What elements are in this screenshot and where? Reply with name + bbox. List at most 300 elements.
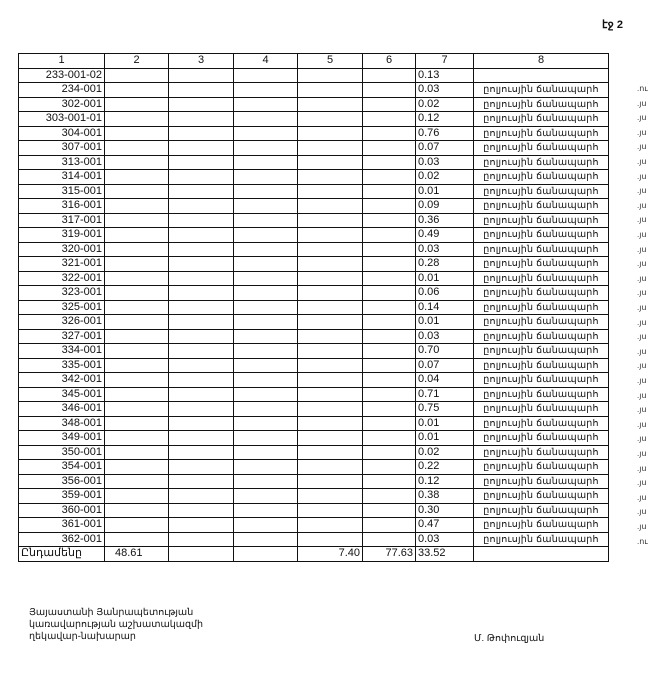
table-cell	[234, 141, 298, 156]
table-cell	[234, 257, 298, 272]
parcel-purpose: ըոլյուսյին ճանապարհ	[474, 373, 609, 388]
table-cell	[363, 445, 416, 460]
table-row	[19, 257, 609, 272]
table-cell	[169, 460, 234, 475]
table-cell	[105, 329, 169, 344]
table-cell	[169, 257, 234, 272]
parcel-area: 0.01	[416, 271, 474, 286]
table-cell	[169, 271, 234, 286]
table-cell	[169, 315, 234, 330]
parcel-purpose: ըոլյուսյին ճանապարհ	[474, 141, 609, 156]
parcel-purpose: ըոլյուսյին ճանապարհ	[474, 83, 609, 98]
parcel-code: 302-001	[19, 97, 105, 112]
table-cell	[363, 532, 416, 547]
parcel-purpose: ըոլյուսյին ճանապարհ	[474, 213, 609, 228]
table-cell	[363, 68, 416, 83]
table-row	[19, 489, 609, 504]
parcel-purpose: ըոլյուսյին ճանապարհ	[474, 402, 609, 417]
parcel-area: 0.01	[416, 315, 474, 330]
margin-mark: .յս	[637, 492, 647, 502]
org-line: ղեկավար-նախարար	[29, 631, 136, 642]
table-cell	[363, 402, 416, 417]
table-cell	[298, 518, 363, 533]
parcel-purpose: ըոլյուսյին ճանապարհ	[474, 242, 609, 257]
table-cell	[234, 402, 298, 417]
table-cell	[363, 141, 416, 156]
parcel-purpose: ըոլյուսյին ճանապարհ	[474, 184, 609, 199]
table-cell	[105, 431, 169, 446]
parcel-area: 0.01	[416, 416, 474, 431]
parcel-purpose: ըոլյուսյին ճանապարհ	[474, 474, 609, 489]
table-cell	[105, 242, 169, 257]
parcel-area: 0.28	[416, 257, 474, 272]
parcel-purpose: ըոլյուսյին ճանապարհ	[474, 315, 609, 330]
table-cell	[298, 83, 363, 98]
land-table	[18, 53, 609, 562]
signatory-name: Մ. Թոփուզյան	[474, 633, 545, 644]
table-cell	[363, 329, 416, 344]
table-cell	[105, 489, 169, 504]
parcel-area: 0.01	[416, 184, 474, 199]
col-header: 4	[234, 54, 298, 69]
table-cell	[363, 271, 416, 286]
margin-mark: .յս	[637, 376, 647, 385]
table-cell	[298, 315, 363, 330]
table-cell	[234, 445, 298, 460]
parcel-purpose: ըոլյուսյին ճանապարհ	[474, 170, 609, 185]
margin-mark: .յս	[637, 478, 647, 488]
margin-mark: .յս	[637, 507, 647, 517]
table-cell	[169, 532, 234, 547]
margin-mark: .յս	[637, 332, 647, 342]
table-row	[19, 460, 609, 475]
table-cell	[298, 184, 363, 199]
parcel-purpose: ըոլյուսյին ճանապարհ	[474, 271, 609, 286]
table-cell	[298, 460, 363, 475]
table-cell	[363, 126, 416, 141]
table-cell	[298, 68, 363, 83]
table-row	[19, 213, 609, 228]
margin-mark: .յս	[637, 434, 647, 444]
table-cell	[169, 474, 234, 489]
parcel-code: 325-001	[19, 300, 105, 315]
table-cell	[298, 213, 363, 228]
table-cell	[363, 155, 416, 170]
table-cell	[298, 445, 363, 460]
parcel-purpose: ըոլյուսյին ճանապարհ	[474, 431, 609, 446]
table-row	[19, 184, 609, 199]
totals-col2: 48.61	[105, 547, 169, 562]
col-header: 3	[169, 54, 234, 69]
parcel-area: 0.47	[416, 518, 474, 533]
table-cell	[234, 112, 298, 127]
margin-mark: .յս	[637, 522, 647, 531]
table-cell	[169, 431, 234, 446]
table-cell	[105, 155, 169, 170]
table-cell	[234, 126, 298, 141]
table-cell	[169, 300, 234, 315]
table-cell	[105, 387, 169, 402]
totals-col6: 77.63	[363, 547, 416, 562]
parcel-code: 354-001	[19, 460, 105, 475]
table-cell	[105, 315, 169, 330]
table-cell	[169, 155, 234, 170]
table-row	[19, 271, 609, 286]
table-cell	[363, 170, 416, 185]
parcel-purpose: ըոլյուսյին ճանապարհ	[474, 329, 609, 344]
org-line: կառավարության աշխատակազմի	[29, 619, 204, 630]
totals-col5: 7.40	[298, 547, 363, 562]
parcel-area: 0.49	[416, 228, 474, 243]
table-cell	[169, 344, 234, 359]
table-cell	[298, 170, 363, 185]
parcel-area: 0.22	[416, 460, 474, 475]
table-cell	[105, 228, 169, 243]
parcel-purpose: ըոլյուսյին ճանապարհ	[474, 126, 609, 141]
table-cell	[169, 387, 234, 402]
table-row	[19, 445, 609, 460]
table-cell	[169, 112, 234, 127]
table-cell	[234, 489, 298, 504]
table-cell	[363, 315, 416, 330]
table-cell	[105, 112, 169, 127]
table-cell	[298, 126, 363, 141]
page-number: էջ 2	[602, 19, 623, 31]
margin-mark: .յս	[637, 273, 647, 283]
parcel-purpose: ըոլյուսյին ճանապարհ	[474, 112, 609, 127]
table-cell	[298, 286, 363, 301]
table-cell	[363, 344, 416, 359]
table-row	[19, 344, 609, 359]
table-row	[19, 126, 609, 141]
parcel-purpose: ըոլյուսյին ճանապարհ	[474, 416, 609, 431]
margin-mark: .յս	[637, 303, 647, 312]
parcel-area: 0.03	[416, 242, 474, 257]
margin-mark: .յս	[637, 230, 647, 239]
table-cell	[105, 68, 169, 83]
table-cell	[169, 503, 234, 518]
table-cell	[298, 402, 363, 417]
parcel-code: 234-001	[19, 83, 105, 98]
parcel-area: 0.14	[416, 300, 474, 315]
table-row	[19, 300, 609, 315]
margin-mark: .յս	[637, 405, 647, 415]
table-cell	[474, 547, 609, 562]
table-row	[19, 315, 609, 330]
table-cell	[105, 126, 169, 141]
table-cell	[105, 518, 169, 533]
parcel-area: 0.01	[416, 431, 474, 446]
totals-label: Ընդամենը	[19, 547, 105, 562]
parcel-code: 327-001	[19, 329, 105, 344]
table-cell	[234, 199, 298, 214]
table-cell	[298, 358, 363, 373]
table-cell	[298, 257, 363, 272]
table-cell	[298, 112, 363, 127]
table-row	[19, 83, 609, 98]
table-cell	[234, 329, 298, 344]
table-cell	[169, 126, 234, 141]
parcel-area: 0.03	[416, 155, 474, 170]
table-row	[19, 503, 609, 518]
table-row	[19, 141, 609, 156]
signatory-title	[29, 607, 203, 643]
parcel-area: 0.38	[416, 489, 474, 504]
margin-mark: .յս	[637, 98, 647, 108]
parcel-code: 360-001	[19, 503, 105, 518]
table-cell	[234, 474, 298, 489]
table-cell	[105, 460, 169, 475]
margin-mark: .յս	[637, 127, 647, 137]
table-cell	[363, 257, 416, 272]
parcel-area: 0.03	[416, 83, 474, 98]
table-cell	[169, 518, 234, 533]
table-row	[19, 518, 609, 533]
table-cell	[363, 184, 416, 199]
parcel-area: 0.06	[416, 286, 474, 301]
table-cell	[169, 184, 234, 199]
table-cell	[169, 286, 234, 301]
table-cell	[363, 112, 416, 127]
table-row	[19, 170, 609, 185]
parcel-code: 321-001	[19, 257, 105, 272]
table-cell	[363, 358, 416, 373]
table-row	[19, 431, 609, 446]
parcel-purpose: ըոլյուսյին ճանապարհ	[474, 97, 609, 112]
table-cell	[169, 489, 234, 504]
table-cell	[169, 141, 234, 156]
parcel-area: 0.07	[416, 141, 474, 156]
table-cell	[298, 329, 363, 344]
table-cell	[234, 358, 298, 373]
table-cell	[169, 213, 234, 228]
table-cell	[169, 373, 234, 388]
parcel-area: 0.36	[416, 213, 474, 228]
parcel-purpose: ըոլյուսյին ճանապարհ	[474, 228, 609, 243]
parcel-purpose: ըոլյուսյին ճանապարհ	[474, 257, 609, 272]
parcel-area: 0.02	[416, 445, 474, 460]
table-cell	[298, 344, 363, 359]
parcel-code: 317-001	[19, 213, 105, 228]
table-cell	[234, 344, 298, 359]
table-cell	[169, 97, 234, 112]
parcel-purpose: ըոլյուսյին ճանապարհ	[474, 300, 609, 315]
table-row	[19, 286, 609, 301]
table-cell	[105, 532, 169, 547]
parcel-code: 316-001	[19, 199, 105, 214]
col-header: 2	[105, 54, 169, 69]
table-row	[19, 97, 609, 112]
parcel-code: 319-001	[19, 228, 105, 243]
col-header: 5	[298, 54, 363, 69]
table-cell	[169, 445, 234, 460]
table-cell	[234, 184, 298, 199]
margin-mark: .յս	[637, 157, 647, 166]
parcel-code: 304-001	[19, 126, 105, 141]
parcel-code: 361-001	[19, 518, 105, 533]
margin-mark: .յս	[637, 346, 647, 356]
parcel-code: 362-001	[19, 532, 105, 547]
parcel-purpose: ըոլյուսյին ճանապարհ	[474, 358, 609, 373]
table-cell	[169, 416, 234, 431]
table-row	[19, 242, 609, 257]
parcel-code: 323-001	[19, 286, 105, 301]
parcel-purpose: ըոլյուսյին ճանապարհ	[474, 286, 609, 301]
parcel-code: 350-001	[19, 445, 105, 460]
table-cell	[105, 271, 169, 286]
parcel-code: 322-001	[19, 271, 105, 286]
parcel-area: 0.71	[416, 387, 474, 402]
table-cell	[298, 155, 363, 170]
parcel-code: 307-001	[19, 141, 105, 156]
margin-mark: .յս	[637, 317, 647, 327]
margin-mark: .յս	[637, 142, 647, 152]
table-cell	[105, 358, 169, 373]
parcel-area: 0.30	[416, 503, 474, 518]
parcel-purpose: ըոլյուսյին ճանապարհ	[474, 344, 609, 359]
table-cell	[169, 402, 234, 417]
margin-mark: .յս	[637, 186, 647, 196]
parcel-area: 0.02	[416, 170, 474, 185]
org-line: Յայաստանի Յանրապետության	[29, 607, 194, 618]
table-cell	[105, 474, 169, 489]
table-cell	[363, 373, 416, 388]
table-cell	[234, 83, 298, 98]
table-cell	[105, 257, 169, 272]
parcel-area: 0.13	[416, 68, 474, 83]
table-row	[19, 532, 609, 547]
table-cell	[298, 532, 363, 547]
parcel-area: 0.12	[416, 112, 474, 127]
table-row	[19, 387, 609, 402]
table-cell	[298, 503, 363, 518]
parcel-purpose: ըոլյուսյին ճանապարհ	[474, 518, 609, 533]
col-header: 7	[416, 54, 474, 69]
parcel-code: 334-001	[19, 344, 105, 359]
table-cell	[234, 242, 298, 257]
table-row	[19, 228, 609, 243]
margin-mark: .յս	[637, 390, 647, 400]
parcel-code: 335-001	[19, 358, 105, 373]
margin-mark: .յս	[637, 171, 647, 181]
table-cell	[298, 271, 363, 286]
table-cell	[298, 242, 363, 257]
table-cell	[234, 373, 298, 388]
parcel-area: 0.09	[416, 199, 474, 214]
margin-mark: .յս	[637, 244, 647, 254]
parcel-code: 326-001	[19, 315, 105, 330]
margin-mark: .ու	[637, 536, 648, 546]
table-cell	[169, 242, 234, 257]
table-cell	[105, 141, 169, 156]
table-cell	[234, 155, 298, 170]
table-cell	[234, 503, 298, 518]
table-cell	[105, 286, 169, 301]
table-row	[19, 329, 609, 344]
table-cell	[298, 387, 363, 402]
table-cell	[234, 97, 298, 112]
table-cell	[234, 431, 298, 446]
margin-mark: .յս	[637, 259, 647, 269]
table-cell	[105, 199, 169, 214]
table-cell	[298, 489, 363, 504]
table-cell	[363, 503, 416, 518]
table-row	[19, 155, 609, 170]
parcel-purpose	[474, 68, 609, 83]
table-cell	[169, 199, 234, 214]
table-row	[19, 402, 609, 417]
parcel-code: 320-001	[19, 242, 105, 257]
margin-mark: .յս	[637, 361, 647, 371]
margin-mark: .ու	[637, 84, 648, 93]
parcel-code: 346-001	[19, 402, 105, 417]
parcel-purpose: ըոլյուսյին ճանապարհ	[474, 489, 609, 504]
table-cell	[298, 199, 363, 214]
table-cell	[105, 503, 169, 518]
parcel-purpose: ըոլյուսյին ճանապարհ	[474, 387, 609, 402]
table-cell	[363, 474, 416, 489]
table-cell	[105, 373, 169, 388]
table-cell	[234, 518, 298, 533]
col-header: 8	[474, 54, 609, 69]
table-cell	[234, 286, 298, 301]
margin-mark: .յս	[637, 463, 647, 473]
parcel-area: 0.75	[416, 402, 474, 417]
table-cell	[234, 300, 298, 315]
parcel-code: 342-001	[19, 373, 105, 388]
table-cell	[234, 271, 298, 286]
table-cell	[234, 68, 298, 83]
table-cell	[363, 242, 416, 257]
table-cell	[363, 387, 416, 402]
margin-mark: .յս	[637, 215, 647, 225]
table-cell	[363, 300, 416, 315]
table-cell	[105, 184, 169, 199]
table-cell	[234, 532, 298, 547]
header-row	[19, 54, 609, 69]
table-row	[19, 68, 609, 83]
table-cell	[298, 373, 363, 388]
table-cell	[363, 228, 416, 243]
parcel-area: 0.76	[416, 126, 474, 141]
parcel-code: 348-001	[19, 416, 105, 431]
table-cell	[105, 344, 169, 359]
table-cell	[363, 83, 416, 98]
totals-col7: 33.52	[416, 547, 474, 562]
parcel-code: 359-001	[19, 489, 105, 504]
parcel-purpose: ըոլյուսյին ճանապարհ	[474, 199, 609, 214]
table-cell	[234, 460, 298, 475]
table-row	[19, 416, 609, 431]
parcel-purpose: ըոլյուսյին ճանապարհ	[474, 155, 609, 170]
parcel-code: 313-001	[19, 155, 105, 170]
table-cell	[363, 489, 416, 504]
table-cell	[105, 445, 169, 460]
table-cell	[234, 228, 298, 243]
parcel-purpose: ըոլյուսյին ճանապարհ	[474, 503, 609, 518]
table-cell	[363, 460, 416, 475]
parcel-area: 0.02	[416, 97, 474, 112]
table-cell	[105, 402, 169, 417]
table-cell	[169, 329, 234, 344]
parcel-purpose: ըոլյուսյին ճանապարհ	[474, 532, 609, 547]
table-cell	[363, 286, 416, 301]
parcel-area: 0.07	[416, 358, 474, 373]
table-row	[19, 199, 609, 214]
table-cell	[363, 416, 416, 431]
parcel-code: 356-001	[19, 474, 105, 489]
table-cell	[169, 68, 234, 83]
